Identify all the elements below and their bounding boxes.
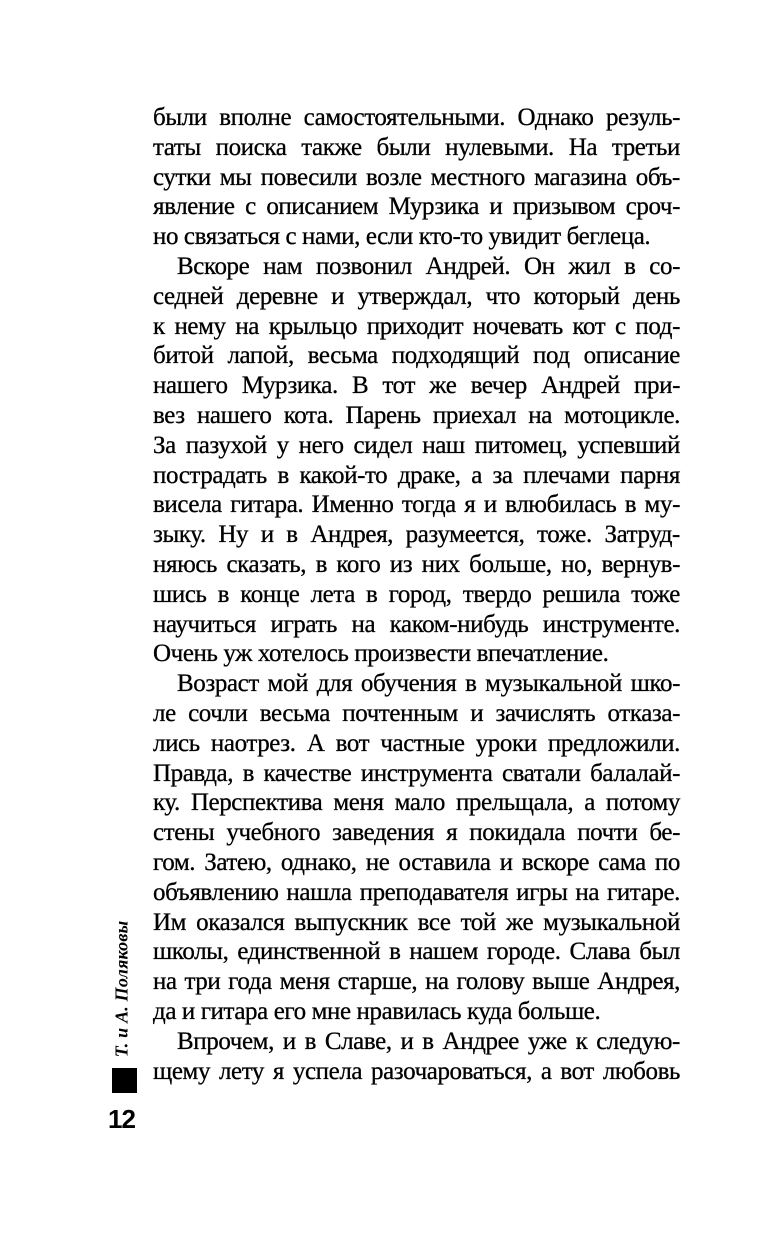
text-line: были вполне самостоятельными. Однако резуль- xyxy=(153,104,680,131)
text-line: щему лету я успела разочароваться, а вот любовь xyxy=(153,1057,680,1085)
text-line: зыку. Ну и в Андрея, разумеется, тоже. Затруд- xyxy=(153,521,680,549)
text-line: нашего Мурзика. В тот же вечер Андрей при- xyxy=(153,372,680,400)
text-line: Правда, в качестве инструмента сватали балалай- xyxy=(153,759,680,787)
paragraph xyxy=(153,252,680,669)
text-line: Вскоре нам позвонил Андрей. Он жил в со- xyxy=(177,252,680,280)
text-line: За пазухой у него сидел наш питомец, успевший xyxy=(153,431,680,459)
text-line: лись наотрез. А вот частные уроки предложили. xyxy=(153,729,680,757)
text-line: пострадать в какой-то драке, а за плечами парня xyxy=(153,461,680,489)
text-line: да и гитара его мне нравилась куда больше. xyxy=(153,997,601,1025)
text-line: шись в конце лета в город, твердо решила тоже xyxy=(153,580,680,608)
text-line: Им оказался выпускник все той же музыкальной xyxy=(153,908,680,936)
text-line: вез нашего кота. Парень приехал на мотоцикле. xyxy=(153,401,680,429)
text-line: научиться играть на каком-нибудь инструменте. xyxy=(153,610,680,638)
text-line: сутки мы повесили возле местного магазина объ- xyxy=(153,163,680,191)
text-line: няюсь сказать, в кого из них больше, но, вернув- xyxy=(153,550,680,578)
page-number: 12 xyxy=(108,1104,135,1134)
body-text xyxy=(153,103,680,1086)
text-line: но связаться с нами, если кто-то увидит беглеца. xyxy=(153,223,651,251)
text-line: седней деревне и утверждал, что который день xyxy=(153,282,680,310)
text-line: стены учебного заведения я покидала почти бе- xyxy=(153,819,680,847)
text-line: ку. Перспектива меня мало прельщала, а потому xyxy=(153,789,680,817)
text-line: гом. Затею, однако, не оставила и вскоре сама по xyxy=(153,848,680,876)
text-line: таты поиска также были нулевыми. На третьи xyxy=(153,133,680,161)
paragraph xyxy=(153,1027,680,1087)
text-line: висела гитара. Именно тогда я и влюбилась в му- xyxy=(153,491,680,519)
paragraph xyxy=(153,669,680,1027)
text-line: Впрочем, и в Славе, и в Андрее уже к следую- xyxy=(177,1027,680,1055)
text-line: ле сочли весьма почтенным и зачислять отказа- xyxy=(153,699,680,727)
text-line: школы, единственной в нашем городе. Слава был xyxy=(153,938,680,966)
text-line: Очень уж хотелось произвести впечатление. xyxy=(153,640,609,668)
text-line: к нему на крыльцо приходит ночевать кот с под- xyxy=(153,312,680,340)
text-line: явление с описанием Мурзика и призывом сроч- xyxy=(153,193,680,221)
author-name-vertical: Т. и А. Поляковы xyxy=(111,920,132,1058)
text-line: Возраст мой для обучения в музыкальной шко- xyxy=(177,670,680,698)
paragraph xyxy=(153,103,680,252)
text-line: объявлению нашла преподавателя игры на гитаре. xyxy=(153,878,680,906)
text-line: битой лапой, весьма подходящий под описание xyxy=(153,342,680,370)
series-mark-square-icon xyxy=(112,1068,137,1093)
text-line: на три года меня старше, на голову выше Андрея, xyxy=(153,968,680,996)
